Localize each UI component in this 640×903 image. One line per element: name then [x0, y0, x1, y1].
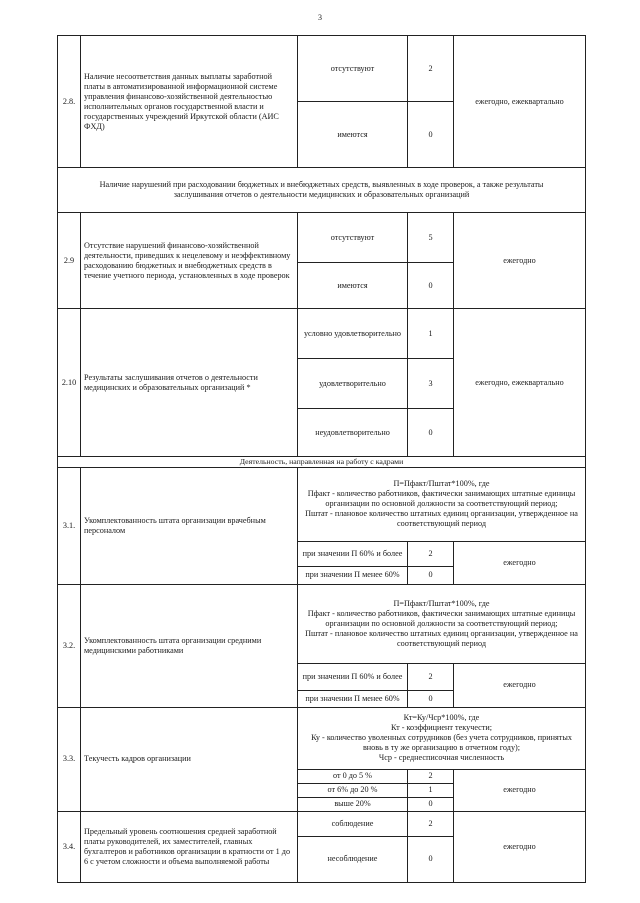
indicator-cell: Предельный уровень соотношения средней заработной платы руководителей, их заместителей, главных бухгалтеров и работников организации в кратности от 1 до 6 с учетом сложности и объема выполняемой работы — [81, 811, 298, 882]
criterion-cell: отсутствуют — [298, 36, 408, 102]
points-cell: 1 — [408, 783, 454, 797]
indicator-cell: Результаты заслушивания отчетов о деятельности медицинских и образовательных организаций * — [81, 309, 298, 457]
points-cell: 2 — [408, 36, 454, 102]
indicator-cell: Отсутствие нарушений финансово-хозяйственной деятельности, приведших к нецелевому и неэффективному расходованию бюджетных и внебюджетных средств в течение учетного периода, установленных в ходе проверок — [81, 213, 298, 309]
formula-line: Кт=Ку/Чср*100%, где — [403, 713, 480, 722]
table-row — [58, 168, 586, 213]
points-cell: 3 — [408, 359, 454, 409]
formula-cell — [298, 467, 586, 541]
table-row — [58, 36, 586, 102]
formula-line: П=Пфакт/Пштат*100%, где — [393, 479, 490, 488]
frequency-cell: ежегодно — [454, 811, 586, 882]
criterion-cell: имеются — [298, 102, 408, 168]
points-cell: 2 — [408, 769, 454, 783]
criterion-cell: при значении П 60% и более — [298, 541, 408, 566]
points-cell: 2 — [408, 663, 454, 690]
points-cell: 5 — [408, 213, 454, 263]
points-cell: 1 — [408, 309, 454, 359]
criterion-cell: несоблюдение — [298, 836, 408, 882]
points-cell: 0 — [408, 409, 454, 457]
row-number: 3.1. — [58, 467, 81, 584]
row-number: 2.9 — [58, 213, 81, 309]
row-number: 2.8. — [58, 36, 81, 168]
row-number: 3.4. — [58, 811, 81, 882]
frequency-cell: ежегодно — [454, 769, 586, 811]
table-row — [58, 457, 586, 468]
points-cell: 2 — [408, 541, 454, 566]
table-row — [58, 213, 586, 263]
criterion-cell: условно удовлетворительно — [298, 309, 408, 359]
row-number: 3.2. — [58, 584, 81, 707]
frequency-cell: ежегодно, ежеквартально — [454, 36, 586, 168]
table-row — [58, 584, 586, 663]
row-number: 2.10 — [58, 309, 81, 457]
criterion-cell: при значении П 60% и более — [298, 663, 408, 690]
indicator-cell: Укомплектованность штата организации врачебным персоналом — [81, 467, 298, 584]
points-cell: 0 — [408, 797, 454, 811]
points-cell: 2 — [408, 811, 454, 836]
formula-line: Пфакт - количество работников, фактически занимающих штатные единицы организации по основной должности за соответствующий период; — [307, 489, 576, 508]
page-number: 3 — [318, 13, 322, 22]
criterion-cell: от 0 до 5 % — [298, 769, 408, 783]
points-cell: 0 — [408, 836, 454, 882]
indicator-cell: Наличие несоответствия данных выплаты заработной платы в автоматизированной информационной системе управления финансово-хозяйственной деятельностью исполнительных органов государственной власти и государственных учреждений Иркутской области (АИС ФХД) — [81, 36, 298, 168]
points-cell: 0 — [408, 566, 454, 584]
frequency-cell: ежегодно — [454, 663, 586, 707]
formula-line: Кт - коэффициент текучести; — [390, 723, 493, 732]
formula-line: Пштат - плановое количество штатных единиц организации, утвержденное на соответствующий период — [305, 509, 578, 528]
formula-line: П=Пфакт/Пштат*100%, где — [393, 598, 490, 608]
row-number: 3.3. — [58, 707, 81, 811]
formula-cell — [298, 707, 586, 769]
points-cell: 0 — [408, 102, 454, 168]
criterion-cell: неудовлетворительно — [298, 409, 408, 457]
formula-line: Ку - количество уволенных сотрудников (без учета сотрудников, принятых вновь в ту же организацию в отчетном году); — [311, 733, 572, 752]
frequency-cell: ежегодно — [454, 213, 586, 309]
formula-cell — [298, 584, 586, 663]
section-header: Наличие нарушений при расходовании бюджетных и внебюджетных средств, выявленных в ходе проверок, а также результаты заслушивания отчетов о деятельности медицинских и образовательных организаций — [58, 168, 586, 213]
section-header: Деятельность, направленная на работу с кадрами — [58, 457, 586, 468]
criterion-cell: выше 20% — [298, 797, 408, 811]
indicator-cell: Текучесть кадров организации — [81, 707, 298, 811]
indicator-cell: Укомплектованность штата организации средними медицинскими работниками — [81, 584, 298, 707]
criterion-cell: от 6% до 20 % — [298, 783, 408, 797]
criterion-cell: при значении П менее 60% — [298, 566, 408, 584]
criterion-cell: отсутствуют — [298, 213, 408, 263]
table-row — [58, 467, 586, 541]
frequency-cell: ежегодно, ежеквартально — [454, 309, 586, 457]
formula-line: Пфакт - количество работников, фактически занимающих штатные единицы организации по основной должности за соответствующий период; — [307, 608, 576, 628]
table-row — [58, 707, 586, 769]
criterion-cell: имеются — [298, 263, 408, 309]
criterion-cell: при значении П менее 60% — [298, 690, 408, 707]
table-row — [58, 309, 586, 359]
frequency-cell: ежегодно — [454, 541, 586, 584]
criterion-cell: соблюдение — [298, 811, 408, 836]
points-cell: 0 — [408, 263, 454, 309]
criterion-cell: удовлетворительно — [298, 359, 408, 409]
formula-line: Пштат - плановое количество штатных единиц организации, утвержденное на соответствующий период — [305, 628, 578, 648]
table-row — [58, 811, 586, 836]
formula-line: Чср - среднесписочная численность — [378, 753, 505, 762]
criteria-table — [57, 35, 586, 883]
points-cell: 0 — [408, 690, 454, 707]
